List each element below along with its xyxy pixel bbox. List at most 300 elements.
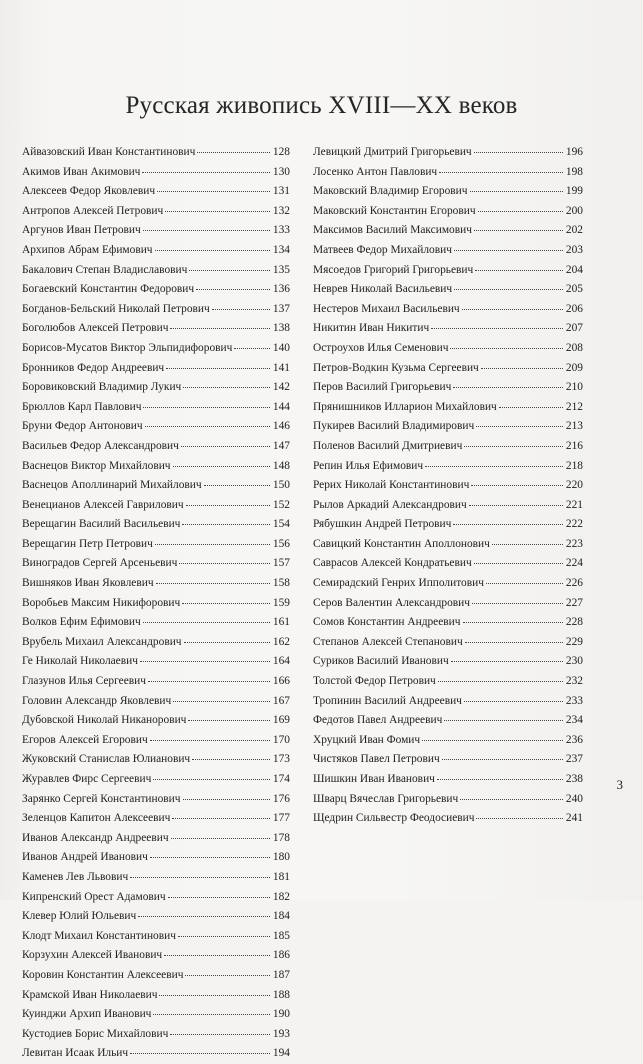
artist-name: Матвеев Федор Михайлович [313,243,452,256]
artist-name: Поленов Василий Дмитриевич [313,439,463,452]
index-entry [313,652,583,672]
index-entry [22,163,290,183]
artist-name: Глазунов Илья Сергеевич [22,675,146,688]
dot-leader [182,524,270,525]
dot-leader [179,563,270,564]
index-entry [22,515,290,535]
page-ref: 213 [565,420,583,433]
dot-leader [188,720,270,721]
page-ref: 135 [272,263,290,276]
index-entry [313,515,583,535]
page-ref: 140 [272,341,290,354]
dot-leader [183,799,270,800]
page-ref: 188 [272,988,290,1001]
dot-leader [150,740,270,741]
artist-name: Прянишников Илларион Михайлович [313,400,497,413]
index-entry [22,202,290,222]
index-entry [22,594,290,614]
page-ref: 146 [272,420,290,433]
index-entry [22,261,290,281]
index-entry [313,574,583,594]
page-ref: 190 [272,1008,290,1021]
index-entry [313,378,583,398]
index-entry [22,241,290,261]
dot-leader [173,701,270,702]
index-entry [22,1044,290,1064]
dot-leader [486,583,563,584]
dot-leader [192,759,270,760]
index-entry [313,143,583,163]
artist-name: Левитан Исаак Ильич [22,1047,129,1060]
artist-name: Клевер Юлий Юльевич [22,910,137,923]
artist-name: Щедрин Сильвестр Феодосиевич [313,812,475,825]
index-entry [313,457,583,477]
artist-name: Тропинин Василий Андреевич [313,694,462,707]
page-ref: 238 [565,773,583,785]
dot-leader [470,191,564,192]
dot-leader [439,172,563,173]
artist-name: Никитин Иван Никитич [313,322,430,335]
dot-leader [453,387,563,388]
artist-name: Бруни Федор Антонович [22,420,143,433]
artist-name: Крамской Иван Николаевич [22,988,158,1001]
index-entry [313,300,583,320]
page-ref: 141 [272,361,290,374]
artist-name: Боголюбов Алексей Петрович [22,322,169,335]
index-entry [313,613,583,633]
page-ref: 147 [272,439,290,452]
index-entry [22,672,290,692]
index-entry [313,437,583,457]
index-entry [22,966,290,986]
page-ref: 236 [565,733,583,746]
index-entry [313,182,583,202]
artist-name: Алексеев Федор Яковлевич [22,185,156,198]
artist-name: Маковский Владимир Егорович [313,185,468,198]
artist-name: Савицкий Константин Аполлонович [313,537,490,550]
page-ref: 177 [272,812,290,825]
page-ref: 203 [565,243,583,256]
dot-leader [476,818,563,819]
artist-name: Корзухин Алексей Иванович [22,949,163,962]
dot-leader [442,759,563,760]
dot-leader [182,603,270,604]
page-ref: 200 [565,204,583,217]
page-ref: 156 [272,537,290,550]
index-entry [313,163,583,183]
index-entry [22,986,290,1006]
artist-name: Волков Ефим Ефимович [22,616,141,629]
dot-leader [171,838,270,839]
index-entry [313,496,583,516]
artist-name: Богаевский Константин Федорович [22,283,195,296]
dot-leader [197,152,270,153]
dot-leader [463,622,564,623]
index-entry [22,182,290,202]
page-ref: 234 [565,714,583,727]
artist-name: Брюллов Карл Павлович [22,400,142,413]
dot-leader [185,975,270,976]
page-ref: 161 [272,616,290,629]
artist-name: Верещагин Василий Васильевич [22,518,181,531]
artist-name: Серов Валентин Александрович [313,596,470,609]
index-entry [313,261,583,281]
dot-leader [153,779,270,780]
index-entry [22,770,290,790]
dot-leader [143,622,270,623]
page-ref: 150 [272,479,290,492]
page-ref: 198 [565,165,583,178]
page-title: Русская живопись XVIII—XX веков [125,92,518,119]
index-entry [313,241,583,261]
dot-leader [148,681,270,682]
dot-leader [499,407,563,408]
dot-leader [437,779,563,780]
index-entry [22,946,290,966]
index-column-right [313,143,583,829]
index-entry [313,417,583,437]
page-ref: 228 [565,616,583,629]
artist-name: Шварц Вячеслав Григорьевич [313,792,459,805]
artist-name: Журавлев Фирс Сергеевич [22,773,152,785]
index-entry [313,476,583,496]
index-entry [22,888,290,908]
page-ref: 134 [272,243,290,256]
dot-leader [464,701,563,702]
artist-name: Богданов-Бельский Николай Петрович [22,302,210,315]
dot-leader [453,524,563,525]
artist-name: Васнецов Виктор Михайлович [22,459,171,472]
index-entry [22,143,290,163]
page-ref: 154 [272,518,290,531]
index-entry [22,613,290,633]
artist-name: Левицкий Дмитрий Григорьевич [313,146,472,158]
dot-leader [464,446,563,447]
dot-leader [462,309,563,310]
page-ref: 206 [565,302,583,315]
dot-leader [155,250,270,251]
page-ref: 186 [272,949,290,962]
artist-name: Перов Василий Григорьевич [313,381,452,394]
artist-name: Антропов Алексей Петрович [22,204,164,217]
dot-leader [474,563,563,564]
index-entry [313,359,583,379]
artist-name: Рылов Аркадий Александрович [313,498,467,511]
dot-leader [170,1034,270,1035]
index-entry [22,711,290,731]
index-entry [22,437,290,457]
dot-leader [476,426,563,427]
index-entry [22,378,290,398]
page-ref: 137 [272,302,290,315]
dot-leader [145,426,270,427]
artist-name: Егоров Алексей Егорович [22,733,148,746]
artist-name: Пукирев Василий Владимирович [313,420,475,433]
index-entry [22,692,290,712]
page-ref: 148 [272,459,290,472]
index-entry [313,672,583,692]
dot-leader [159,995,270,996]
artist-name: Жуковский Станислав Юлианович [22,753,191,766]
page-ref: 142 [272,381,290,394]
dot-leader [438,681,563,682]
page-ref: 132 [272,204,290,217]
index-entry [22,1025,290,1045]
artist-name: Зарянко Сергей Константинович [22,792,181,805]
index-entry [22,927,290,947]
dot-leader [234,348,270,349]
artist-name: Чистяков Павел Петрович [313,753,440,766]
index-entry [22,574,290,594]
artist-name: Рябушкин Андрей Петрович [313,518,452,531]
page-ref: 209 [565,361,583,374]
artist-name: Кипренский Орест Адамович [22,890,166,903]
dot-leader [196,289,270,290]
dot-leader [460,799,563,800]
page-ref: 130 [272,165,290,178]
dot-leader [181,446,270,447]
page-ref: 162 [272,635,290,648]
page-ref: 205 [565,283,583,296]
artist-name: Иванов Александр Андреевич [22,831,169,844]
page-ref: 164 [272,655,290,668]
index-entry [22,750,290,770]
dot-leader [444,720,563,721]
page-ref: 180 [272,851,290,864]
artist-name: Семирадский Генрих Ипполитович [313,577,484,590]
page-ref: 222 [565,518,583,531]
page-ref: 199 [565,185,583,198]
dot-leader [469,505,563,506]
dot-leader [172,818,270,819]
dot-leader [153,1014,270,1015]
artist-name: Кустодиев Борис Михайлович [22,1027,169,1040]
page-ref: 185 [272,929,290,942]
page-ref: 204 [565,263,583,276]
dot-leader [184,642,270,643]
page-ref: 194 [272,1047,290,1060]
page-ref: 166 [272,675,290,688]
artist-name: Федотов Павел Андреевич [313,714,443,727]
index-entry [313,750,583,770]
artist-name: Верещагин Петр Петрович [22,537,153,550]
dot-leader [168,897,270,898]
index-entry [313,319,583,339]
artist-name: Венецианов Алексей Гаврилович [22,498,184,511]
artist-name: Бакалович Степан Владиславович [22,263,188,276]
artist-name: Лосенко Антон Павлович [313,165,438,178]
index-entry [22,300,290,320]
page-ref: 136 [272,283,290,296]
dot-leader [422,740,563,741]
index-entry [313,221,583,241]
dot-leader [143,230,270,231]
artist-name: Клодт Михаил Константинович [22,929,176,942]
index-entry [313,554,583,574]
dot-leader [130,1053,270,1054]
dot-leader [183,387,270,388]
dot-leader [165,211,270,212]
page-ref: 187 [272,968,290,981]
artist-name: Воробьев Максим Никифорович [22,596,181,609]
artist-name: Сомов Константин Андреевич [313,616,461,629]
artist-name: Иванов Андрей Иванович [22,851,148,864]
page-ref: 232 [565,675,583,688]
artist-name: Головин Александр Яковлевич [22,694,172,707]
dot-leader [155,544,270,545]
index-entry [313,770,583,790]
index-column-left [22,143,290,1064]
artist-name: Куинджи Архип Иванович [22,1008,152,1021]
page-ref: 178 [272,831,290,844]
index-entry [313,692,583,712]
artist-name: Петров-Водкин Кузьма Сергеевич [313,361,479,374]
page-ref: 144 [272,400,290,413]
index-entry [22,417,290,437]
artist-name: Коровин Константин Алексеевич [22,968,184,981]
page-ref: 224 [565,557,583,570]
page-ref: 229 [565,635,583,648]
page-ref: 240 [565,792,583,805]
artist-name: Шишкин Иван Иванович [313,773,435,785]
artist-name: Мясоедов Григорий Григорьевич [313,263,474,276]
page-ref: 158 [272,577,290,590]
dot-leader [451,661,563,662]
index-entry [22,280,290,300]
dot-leader [474,230,563,231]
artist-name: Каменев Лев Львович [22,870,129,883]
index-entry [22,496,290,516]
dot-leader [212,309,270,310]
page-ref: 233 [565,694,583,707]
dot-leader [454,289,563,290]
page-ref: 182 [272,890,290,903]
index-entry [22,339,290,359]
artist-name: Максимов Василий Максимович [313,224,472,237]
page-ref: 193 [272,1027,290,1040]
dot-leader [450,348,563,349]
dot-leader [425,466,563,467]
dot-leader [156,583,270,584]
dot-leader [166,368,270,369]
dot-leader [186,505,270,506]
index-entry [313,594,583,614]
page-ref: 174 [272,773,290,785]
dot-leader [475,270,563,271]
artist-name: Аргунов Иван Петрович [22,224,141,237]
page-ref: 230 [565,655,583,668]
artist-name: Акимов Иван Акимович [22,165,141,178]
page-ref: 216 [565,439,583,452]
artist-name: Васильев Федор Александрович [22,439,179,452]
index-entry [22,359,290,379]
artist-name: Врубель Михаил Александрович [22,635,182,648]
page-ref: 133 [272,224,290,237]
artist-name: Суриков Василий Иванович [313,655,449,668]
dot-leader [143,407,270,408]
index-entry [22,848,290,868]
artist-name: Маковский Константин Егорович [313,204,476,217]
dot-leader [478,211,563,212]
index-entry [22,554,290,574]
dot-leader [454,250,563,251]
artist-name: Виноградов Сергей Арсеньевич [22,557,178,570]
dot-leader [204,485,270,486]
dot-leader [189,270,270,271]
dot-leader [178,936,270,937]
index-entry [22,731,290,751]
artist-name: Хруцкий Иван Фомич [313,733,421,746]
dot-leader [142,172,270,173]
artist-name: Васнецов Аполлинарий Михайлович [22,479,202,492]
page-number: 3 [616,777,623,792]
page-ref: 227 [565,596,583,609]
dot-leader [471,485,563,486]
dot-leader [164,955,270,956]
artist-name: Боровиковский Владимир Лукич [22,381,182,394]
index-entry [313,535,583,555]
page-ref: 169 [272,714,290,727]
artist-name: Борисов-Мусатов Виктор Эльпидифорович [22,341,233,354]
dot-leader [472,603,563,604]
artist-name: Остроухов Илья Семенович [313,341,449,354]
artist-name: Вишняков Иван Яковлевич [22,577,154,590]
artist-name: Толстой Федор Петрович [313,675,436,688]
index-entry [22,535,290,555]
artist-name: Степанов Алексей Степанович [313,635,463,648]
artist-name: Айвазовский Иван Константинович [22,146,196,158]
page-ref: 181 [272,870,290,883]
index-entry [313,202,583,222]
index-entry [313,711,583,731]
dot-leader [481,368,563,369]
index-entry [313,280,583,300]
artist-name: Зеленцов Капитон Алексеевич [22,812,171,825]
artist-name: Неврев Николай Васильевич [313,283,453,296]
dot-leader [431,328,563,329]
index-entry [22,868,290,888]
page-ref: 208 [565,341,583,354]
dot-leader [173,466,270,467]
dot-leader [140,661,270,662]
index-entry [22,829,290,849]
artist-name: Рерих Николай Константинович [313,479,470,492]
index-entry [313,809,583,829]
dot-leader [465,642,563,643]
page-ref: 170 [272,733,290,746]
artist-name: Саврасов Алексей Кондратьевич [313,557,472,570]
page-ref: 128 [272,146,290,158]
index-entry [313,790,583,810]
artist-name: Дубовской Николай Никанорович [22,714,187,727]
dot-leader [474,152,563,153]
index-entry [22,1005,290,1025]
page-ref: 131 [272,185,290,198]
index-entry [22,633,290,653]
page-ref: 226 [565,577,583,590]
dot-leader [130,877,270,878]
index-entry [22,790,290,810]
dot-leader [492,544,563,545]
index-entry [22,907,290,927]
index-entry [22,398,290,418]
page-ref: 202 [565,224,583,237]
page-ref: 207 [565,322,583,335]
page-ref: 157 [272,557,290,570]
page-ref: 176 [272,792,290,805]
dot-leader [138,916,270,917]
dot-leader [157,191,270,192]
